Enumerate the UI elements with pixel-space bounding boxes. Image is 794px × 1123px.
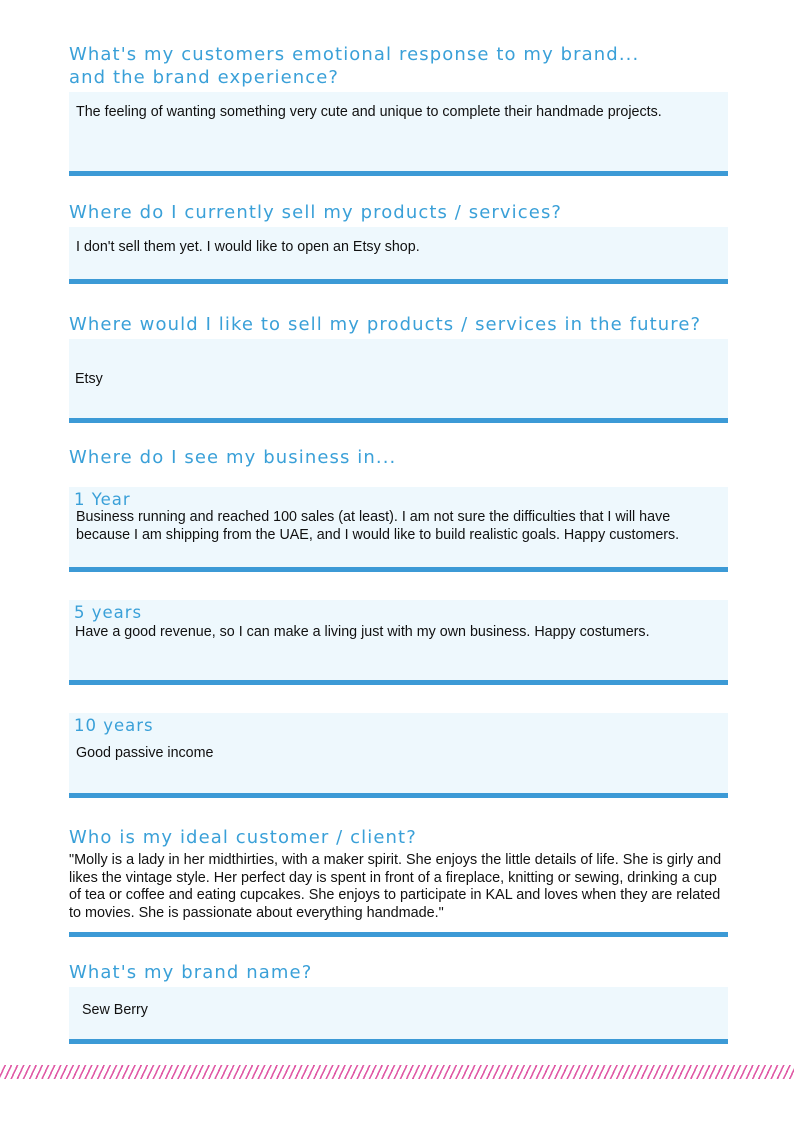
brand-name-question: What's my brand name? xyxy=(69,962,313,983)
business-outlook-question: Where do I see my business in... xyxy=(69,447,397,468)
five-years-label: 5 years xyxy=(74,603,143,622)
emotional-response-question xyxy=(69,43,639,89)
one-year-label: 1 Year xyxy=(74,490,131,509)
one-year-answer: Business running and reached 100 sales (at least). I am not sure the difficulties that I will have because I am shipping from the UAE, and I would like to build realistic goals. Happy customers. xyxy=(76,509,680,543)
emotional-response-answer: The feeling of wanting something very cute and unique to complete their handmade projects. xyxy=(76,104,662,120)
current-sales-question: Where do I currently sell my products / services? xyxy=(69,202,563,223)
current-sales-answer: I don't sell them yet. I would like to open an Etsy shop. xyxy=(76,239,420,255)
ideal-customer-answer: "Molly is a lady in her midthirties, with a maker spirit. She enjoys the little details of life. She is girly and likes the vintage style. Her perfect day is spent in front of a fireplace, knitting or sewing, drinking a cup of tea or coffee and eating cupcakes. She enjoys to participate in KAL and loves when they are related to movies. She is passionate about everything handmade." xyxy=(69,852,722,921)
ten-years-answer: Good passive income xyxy=(76,745,214,761)
brand-name-answer: Sew Berry xyxy=(82,1002,148,1018)
one-year-answer-box[interactable] xyxy=(69,487,728,572)
ten-years-answer-box[interactable] xyxy=(69,713,728,798)
emotional-response-question-line2: and the brand experience? xyxy=(69,67,340,88)
emotional-response-question-line1: What's my customers emotional response to my brand... xyxy=(69,44,640,65)
decorative-stripe-border xyxy=(0,1065,794,1079)
current-sales-answer-box[interactable] xyxy=(69,227,728,284)
emotional-response-answer-box[interactable] xyxy=(69,92,728,176)
future-sales-answer: Etsy xyxy=(75,371,103,387)
ten-years-label: 10 years xyxy=(74,716,154,735)
future-sales-answer-box[interactable] xyxy=(69,339,728,423)
ideal-customer-question: Who is my ideal customer / client? xyxy=(69,827,417,848)
ideal-customer-answer-box[interactable] xyxy=(69,851,728,937)
brand-name-answer-box[interactable] xyxy=(69,987,728,1044)
five-years-answer-box[interactable] xyxy=(69,600,728,685)
five-years-answer: Have a good revenue, so I can make a living just with my own business. Happy costumers. xyxy=(75,624,650,640)
future-sales-question: Where would I like to sell my products / services in the future? xyxy=(69,314,702,335)
